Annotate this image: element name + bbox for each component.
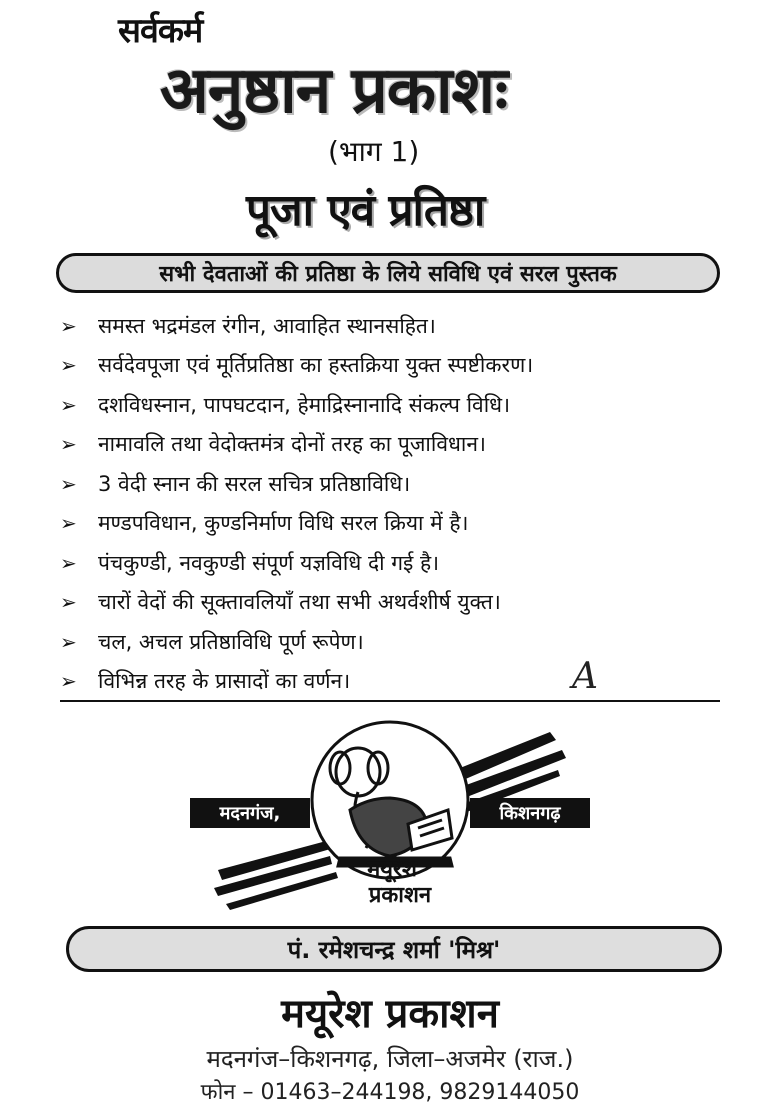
logo-name-line2: प्रकाशन <box>368 883 432 908</box>
logo-right-label: किशनगढ़ <box>499 803 561 824</box>
list-item-text: पंचकुण्डी, नवकुण्डी संपूर्ण यज्ञविधि दी गई है। <box>98 550 440 575</box>
divider <box>60 700 720 702</box>
publisher-phone: फोन – 01463–244198, 9829144050 <box>200 1080 580 1105</box>
arrow-bullet-icon: ➢ <box>60 669 77 694</box>
list-item <box>60 504 740 544</box>
list-item-text: विभिन्न तरह के प्रासादों का वर्णन। <box>98 669 351 694</box>
arrow-bullet-icon: ➢ <box>60 590 77 615</box>
publisher-logo <box>190 720 590 920</box>
logo-name-line1: मयूरेश <box>367 857 417 882</box>
list-item-text: चल, अचल प्रतिष्ठाविधि पूर्ण रूपेण। <box>98 629 364 654</box>
list-item <box>60 464 740 504</box>
arrow-bullet-icon: ➢ <box>60 471 77 496</box>
arrow-bullet-icon: ➢ <box>60 313 77 338</box>
arrow-bullet-icon: ➢ <box>60 353 77 378</box>
book-subtitle: पूजा एवं प्रतिष्ठा <box>246 185 485 236</box>
list-item <box>60 622 740 662</box>
author-name: पं. रमेशचन्द्र शर्मा 'मिश्र' <box>287 935 501 964</box>
list-item <box>60 425 740 465</box>
list-item-text: नामावलि तथा वेदोक्तमंत्र दोनों तरह का पूजाविधान। <box>98 432 486 457</box>
list-item <box>60 385 740 425</box>
part-number: (भाग 1) <box>328 135 420 168</box>
arrow-bullet-icon: ➢ <box>60 550 77 575</box>
list-item <box>60 306 740 346</box>
list-item-text: दशविधस्नान, पापघटदान, हेमाद्रिस्नानादि संकल्प विधि। <box>98 392 511 417</box>
publisher-address: मदनगंज–किशनगढ़, जिला–अजमेर (राज.) <box>206 1045 574 1073</box>
tagline-banner <box>56 253 720 293</box>
handwritten-annotation: A <box>572 656 598 697</box>
list-item-text: चारों वेदों की सूक्तावलियाँ तथा सभी अथर्वशीर्ष युक्त। <box>98 590 501 615</box>
logo-left-label: मदनगंज, <box>219 803 281 824</box>
tagline-text: सभी देवताओं की प्रतिष्ठा के लिये सविधि एवं सरल पुस्तक <box>159 262 617 287</box>
author-banner <box>66 926 722 972</box>
book-title: अनुष्ठान प्रकाशः <box>160 54 508 128</box>
publisher-name: मयूरेश प्रकाशन <box>281 991 499 1037</box>
arrow-bullet-icon: ➢ <box>60 392 77 417</box>
list-item <box>60 543 740 583</box>
list-item <box>60 583 740 623</box>
list-item <box>60 662 740 702</box>
list-item-text: 3 वेदी स्नान की सरल सचित्र प्रतिष्ठाविधि। <box>98 471 411 496</box>
pretitle: सर्वकर्म <box>118 11 203 51</box>
list-item-text: मण्डपविधान, कुण्डनिर्माण विधि सरल क्रिया में है। <box>98 511 469 536</box>
list-item-text: सर्वदेवपूजा एवं मूर्तिप्रतिष्ठा का हस्तक्रिया युक्त स्पष्टीकरण। <box>98 353 534 378</box>
list-item-text: समस्त भद्रमंडल रंगीन, आवाहित स्थानसहित। <box>98 313 436 338</box>
list-item <box>60 346 740 386</box>
arrow-bullet-icon: ➢ <box>60 629 77 654</box>
feature-list <box>60 306 740 701</box>
arrow-bullet-icon: ➢ <box>60 432 77 457</box>
arrow-bullet-icon: ➢ <box>60 511 77 536</box>
